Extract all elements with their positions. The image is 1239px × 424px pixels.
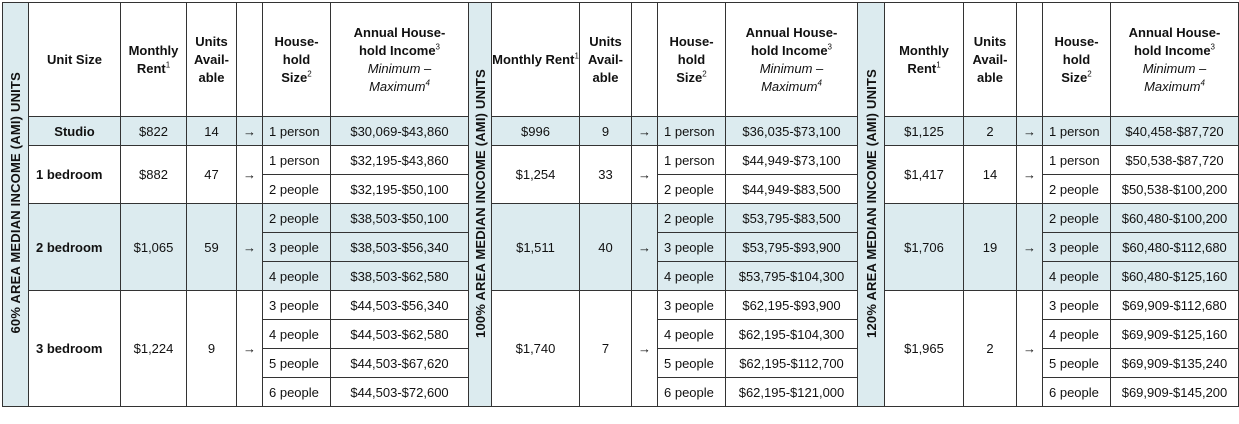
household-size-cell: 2 people — [658, 175, 726, 204]
household-size-cell: 1 person — [658, 146, 726, 175]
income-range-cell: $62,195-$93,900 — [726, 291, 858, 320]
header-arrow-100 — [632, 3, 658, 117]
units-available-cell: 7 — [580, 291, 632, 407]
household-size-cell: 3 people — [1043, 233, 1111, 262]
band-label-120: 120% AREA MEDIAN INCOME (AMI) UNITS — [858, 3, 885, 407]
arrow-icon: → — [632, 204, 658, 291]
income-range-cell: $38,503-$56,340 — [331, 233, 469, 262]
income-range-cell: $50,538-$100,200 — [1111, 175, 1239, 204]
band-label-100: 100% AREA MEDIAN INCOME (AMI) UNITS — [469, 3, 492, 407]
monthly-rent-cell: $1,511 — [492, 204, 580, 291]
income-range-cell: $38,503-$62,580 — [331, 262, 469, 291]
income-range-cell: $44,503-$67,620 — [331, 349, 469, 378]
header-arrow-60 — [237, 3, 263, 117]
monthly-rent-cell: $822 — [121, 117, 187, 146]
header-income-100: Annual House- hold Income$^3$ Minimum – Maximum$^4$ — [726, 3, 858, 117]
table-row — [3, 117, 1239, 146]
household-size-cell: 6 people — [263, 378, 331, 407]
household-size-cell: 3 people — [263, 291, 331, 320]
income-range-cell: $44,503-$56,340 — [331, 291, 469, 320]
income-range-cell: $53,795-$104,300 — [726, 262, 858, 291]
units-available-cell: 9 — [580, 117, 632, 146]
household-size-cell: 2 people — [1043, 204, 1111, 233]
units-available-cell: 19 — [964, 204, 1017, 291]
header-monthly-rent-120: Monthly Rent$^1$ — [885, 3, 964, 117]
header-income-60: Annual House- hold Income$^3$ Minimum – Maximum$^4$ — [331, 3, 469, 117]
household-size-cell: 2 people — [658, 204, 726, 233]
income-range-cell: $40,458-$87,720 — [1111, 117, 1239, 146]
income-range-cell: $50,538-$87,720 — [1111, 146, 1239, 175]
arrow-icon: → — [632, 117, 658, 146]
header-row — [3, 3, 1239, 117]
household-size-cell: 5 people — [263, 349, 331, 378]
arrow-icon: → — [1017, 291, 1043, 407]
monthly-rent-cell: $882 — [121, 146, 187, 204]
household-size-cell: 4 people — [1043, 320, 1111, 349]
monthly-rent-cell: $996 — [492, 117, 580, 146]
income-range-cell: $60,480-$125,160 — [1111, 262, 1239, 291]
income-range-cell: $62,195-$104,300 — [726, 320, 858, 349]
band-label-60: 60% AREA MEDIAN INCOME (AMI) UNITS — [3, 3, 29, 407]
header-units-available-100: Units Avail- able — [580, 3, 632, 117]
income-range-cell: $44,503-$72,600 — [331, 378, 469, 407]
table-body — [3, 3, 1239, 407]
household-size-cell: 4 people — [658, 262, 726, 291]
monthly-rent-cell: $1,065 — [121, 204, 187, 291]
household-size-cell: 6 people — [1043, 378, 1111, 407]
header-monthly-rent-100: Monthly Rent$^1$ — [492, 3, 580, 117]
income-range-cell: $69,909-$112,680 — [1111, 291, 1239, 320]
arrow-icon: → — [237, 204, 263, 291]
header-units-available-120: Units Avail- able — [964, 3, 1017, 117]
units-available-cell: 14 — [964, 146, 1017, 204]
arrow-icon: → — [1017, 146, 1043, 204]
household-size-cell: 2 people — [263, 175, 331, 204]
household-size-cell: 1 person — [263, 117, 331, 146]
header-household-size-100: House- hold Size$^2$ — [658, 3, 726, 117]
arrow-icon: → — [1017, 117, 1043, 146]
monthly-rent-cell: $1,417 — [885, 146, 964, 204]
income-range-cell: $69,909-$125,160 — [1111, 320, 1239, 349]
units-available-cell: 2 — [964, 117, 1017, 146]
income-range-cell: $60,480-$100,200 — [1111, 204, 1239, 233]
units-available-cell: 59 — [187, 204, 237, 291]
household-size-cell: 2 people — [1043, 175, 1111, 204]
arrow-icon: → — [632, 146, 658, 204]
income-range-cell: $69,909-$135,240 — [1111, 349, 1239, 378]
income-range-cell: $36,035-$73,100 — [726, 117, 858, 146]
household-size-cell: 4 people — [263, 320, 331, 349]
ami-units-table — [2, 2, 1239, 407]
monthly-rent-cell: $1,254 — [492, 146, 580, 204]
units-available-cell: 47 — [187, 146, 237, 204]
monthly-rent-cell: $1,706 — [885, 204, 964, 291]
income-range-cell: $32,195-$50,100 — [331, 175, 469, 204]
income-range-cell: $53,795-$83,500 — [726, 204, 858, 233]
monthly-rent-cell: $1,965 — [885, 291, 964, 407]
income-range-cell: $69,909-$145,200 — [1111, 378, 1239, 407]
header-units-available-60: Units Avail- able — [187, 3, 237, 117]
units-available-cell: 40 — [580, 204, 632, 291]
header-unit-size: Unit Size — [29, 3, 121, 117]
income-range-cell: $62,195-$112,700 — [726, 349, 858, 378]
units-available-cell: 2 — [964, 291, 1017, 407]
household-size-cell: 1 person — [1043, 117, 1111, 146]
household-size-cell: 1 person — [1043, 146, 1111, 175]
household-size-cell: 5 people — [658, 349, 726, 378]
income-range-cell: $62,195-$121,000 — [726, 378, 858, 407]
table-row — [3, 291, 1239, 320]
header-arrow-120 — [1017, 3, 1043, 117]
household-size-cell: 5 people — [1043, 349, 1111, 378]
header-household-size-60: House- hold Size$^2$ — [263, 3, 331, 117]
unit-size-cell: 3 bedroom — [29, 291, 121, 407]
household-size-cell: 3 people — [1043, 291, 1111, 320]
units-available-cell: 33 — [580, 146, 632, 204]
household-size-cell: 3 people — [658, 291, 726, 320]
arrow-icon: → — [237, 291, 263, 407]
household-size-cell: 1 person — [658, 117, 726, 146]
header-household-size-120: House- hold Size$^2$ — [1043, 3, 1111, 117]
table-row — [3, 204, 1239, 233]
header-monthly-rent-60: Monthly Rent$^1$ — [121, 3, 187, 117]
household-size-cell: 4 people — [1043, 262, 1111, 291]
income-range-cell: $44,949-$83,500 — [726, 175, 858, 204]
arrow-icon: → — [237, 146, 263, 204]
monthly-rent-cell: $1,125 — [885, 117, 964, 146]
table-row — [3, 146, 1239, 175]
income-range-cell: $60,480-$112,680 — [1111, 233, 1239, 262]
household-size-cell: 2 people — [263, 204, 331, 233]
household-size-cell: 4 people — [658, 320, 726, 349]
income-range-cell: $32,195-$43,860 — [331, 146, 469, 175]
monthly-rent-cell: $1,740 — [492, 291, 580, 407]
household-size-cell: 3 people — [263, 233, 331, 262]
units-available-cell: 9 — [187, 291, 237, 407]
unit-size-cell: Studio — [29, 117, 121, 146]
units-available-cell: 14 — [187, 117, 237, 146]
arrow-icon: → — [632, 291, 658, 407]
arrow-icon: → — [1017, 204, 1043, 291]
household-size-cell: 3 people — [658, 233, 726, 262]
income-range-cell: $30,069-$43,860 — [331, 117, 469, 146]
unit-size-cell: 2 bedroom — [29, 204, 121, 291]
household-size-cell: 1 person — [263, 146, 331, 175]
income-range-cell: $53,795-$93,900 — [726, 233, 858, 262]
income-range-cell: $44,503-$62,580 — [331, 320, 469, 349]
household-size-cell: 6 people — [658, 378, 726, 407]
monthly-rent-cell: $1,224 — [121, 291, 187, 407]
income-range-cell: $38,503-$50,100 — [331, 204, 469, 233]
arrow-icon: → — [237, 117, 263, 146]
income-range-cell: $44,949-$73,100 — [726, 146, 858, 175]
household-size-cell: 4 people — [263, 262, 331, 291]
header-income-120: Annual House- hold Income$^3$ Minimum – Maximum$^4$ — [1111, 3, 1239, 117]
unit-size-cell: 1 bedroom — [29, 146, 121, 204]
